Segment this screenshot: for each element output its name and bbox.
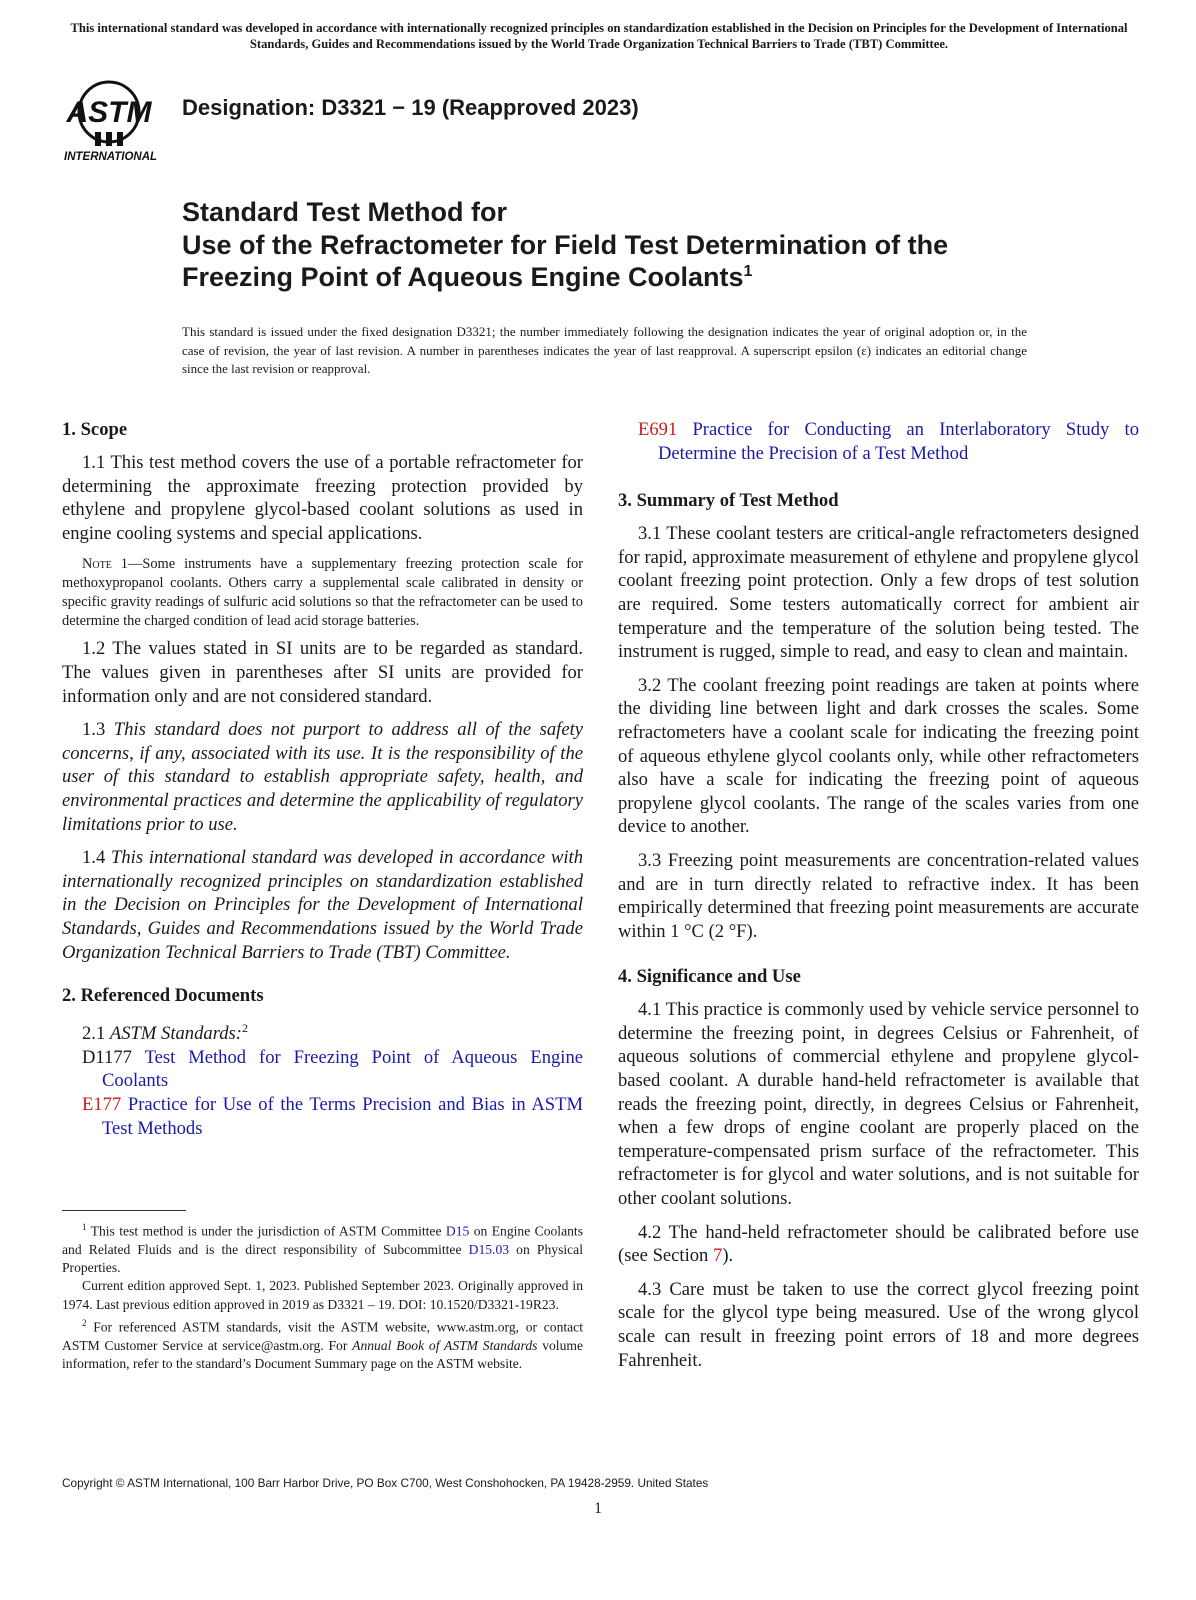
- paragraph-1-3-text: This standard does not purport to address all of the safety concerns, if any, associated with its use. It is the responsibility of the user of this standard to establish appropriate safety, health, and environmental practices and determine the applicability of regulatory limitations prior to use.: [62, 719, 583, 835]
- paragraph-1-2: 1.2 The values stated in SI units are to be regarded as standard. The values given in parentheses after SI units are provided for information only and are not considered standard.: [62, 638, 583, 707]
- astm-standards-mark: 2: [241, 1021, 248, 1036]
- astm-logo-icon: [62, 74, 168, 168]
- reference-e177[interactable]: [62, 1093, 583, 1140]
- document-title: [182, 196, 1082, 294]
- reference-code: E177: [82, 1094, 122, 1116]
- subcommittee-d15-03-link[interactable]: D15.03: [468, 1241, 510, 1257]
- astm-standards-num: 2.1: [82, 1023, 106, 1045]
- section-2-heading: 2. Referenced Documents: [62, 985, 264, 1007]
- footnote-divider: [62, 1210, 186, 1211]
- section-7-link[interactable]: 7: [713, 1245, 723, 1267]
- reference-d1177[interactable]: [62, 1046, 583, 1093]
- footnote-1: [62, 1218, 583, 1277]
- section-1-heading: 1. Scope: [62, 419, 128, 440]
- title-line-3: [182, 261, 1082, 294]
- footnote-2-text-b: volume information, refer to the standard’s Document Summary page on the ASTM website.: [62, 1337, 583, 1372]
- footnote-1-text-a: This test method is under the jurisdiction of ASTM Committee: [86, 1223, 446, 1239]
- footnote-1-text-b: on Engine Coolants and Related Fluids and is the direct responsibility of Subcommittee: [62, 1223, 583, 1257]
- footnotes: [62, 1218, 583, 1373]
- committee-d15-link[interactable]: D15: [445, 1223, 470, 1239]
- reference-code: E691: [638, 419, 678, 440]
- logo-text: ASTM: [66, 96, 152, 129]
- designation: Designation: D3321 − 19 (Reapproved 2023): [182, 95, 639, 120]
- issued-notice: This standard is issued under the fixed designation D3321; the number immediately following the designation indicates the year of original adoption or, in the case of revision, the year of last revision. A number in parentheses indicates the year of last reapproval. A superscript epsilon (ε) indicates an editorial change since the last revision or reapproval.: [182, 324, 1027, 376]
- reference-link[interactable]: Practice for Use of the Terms Precision and Bias in ASTM Test Methods: [102, 1094, 583, 1139]
- top-notice: This international standard was developed in accordance with internationally recognized principles on standardization established in the Decision on Principles for the Development of International Standards, Guides and Recommendations issued by the World Trade Organization Technical Barriers to Trade (TBT) Committee.: [70, 21, 1128, 51]
- footnote-1-mark: 1: [82, 1222, 87, 1232]
- paragraph-3-3: 3.3 Freezing point measurements are concentration-related values and are in turn directly related to refractive index. It has been empirically determined that freezing point measurements are accurate within 1 °C (2 °F).: [618, 849, 1139, 942]
- reference-code: D1177: [82, 1046, 132, 1068]
- paragraph-4-1: 4.1 This practice is commonly used by vehicle service personnel to determine the freezing point, in degrees Celsius or Fahrenheit, of aqueous solutions of commercial ethylene and propylene glycol-based coolant. A durable hand-held refractometer is available that reads the freezing point, directly, in degrees Celsius or Fahrenheit, when a few drops of engine coolant are properly placed on the temperature-compensated prism surface of the refractometer. This refractometer is for glycol and water solutions, and is not suitable for other coolant solutions.: [618, 999, 1139, 1210]
- note-1: [62, 555, 583, 631]
- reference-e691[interactable]: [618, 418, 1139, 465]
- logo-subtext: INTERNATIONAL: [64, 151, 158, 163]
- paragraph-1-4-num: 1.4: [82, 847, 106, 869]
- title-footnote-mark: 1: [743, 263, 753, 280]
- paragraph-4-3: 4.3 Care must be taken to use the correct glycol freezing point scale for the glycol type being measured. Use of the wrong glycol scale can result in freezing point errors of 18 and more degrees Fahrenheit.: [618, 1278, 1139, 1371]
- left-column: [62, 418, 583, 1140]
- paragraph-1-4-text: This international standard was developed in accordance with internationally recognized principles on standardization established in the Decision on Principles for the Development of International Standards, Guides and Recommendations issued by the World Trade Organization Technical Barriers to Trade (TBT) Committee.: [62, 847, 583, 963]
- reference-link[interactable]: Test Method for Freezing Point of Aqueous Engine Coolants: [102, 1046, 584, 1092]
- footnote-2-text-a: For referenced ASTM standards, visit the ASTM website, www.astm.org, or contact ASTM Customer Service at service@astm.org. For: [62, 1319, 583, 1353]
- section-4-heading: 4. Significance and Use: [618, 966, 801, 988]
- paragraph-1-3: [62, 718, 583, 836]
- page-number: 1: [594, 1500, 602, 1517]
- title-line-2: Use of the Refractometer for Field Test Determination of the: [182, 229, 949, 260]
- paragraph-4-2-pre: 4.2 The hand-held refractometer should be calibrated before use (see Section: [618, 1221, 1139, 1267]
- section-3-heading: 3. Summary of Test Method: [618, 490, 839, 512]
- paragraph-4-2: [618, 1221, 1139, 1268]
- note-1-label: Note 1: [82, 556, 128, 573]
- paragraph-1-3-num: 1.3: [82, 719, 106, 741]
- paragraph-3-1: 3.1 These coolant testers are critical-angle refractometers designed for rapid, approximate measurement of ethylene and propylene glycol coolant freezing point protection. Only a few drops of test solution are required. Some testers automatically correct for ambient air temperature and the temperature of the solution being tested. The instrument is rugged, simple to read, and easy to clean and maintain.: [618, 523, 1139, 663]
- footnote-2-mark: 2: [82, 1318, 87, 1329]
- paragraph-1-4: [62, 846, 583, 964]
- title-line-3-text: Freezing Point of Aqueous Engine Coolants: [182, 262, 744, 292]
- footnote-2: [62, 1314, 583, 1373]
- right-column: [618, 418, 1139, 1382]
- astm-standards-subheading: [62, 1017, 583, 1046]
- reference-link[interactable]: Practice for Conducting an Interlaboratory Study to Determine the Precision of a Test Method: [658, 419, 1139, 464]
- footnote-edition: Current edition approved Sept. 1, 2023. Published September 2023. Originally approved in 1974. Last previous edition approved in 2019 as D3321 – 19. DOI: 10.1520/D3321-19R23.: [62, 1278, 583, 1312]
- title-line-1: Standard Test Method for: [182, 197, 508, 227]
- copyright: Copyright © ASTM International, 100 Barr Harbor Drive, PO Box C700, West Conshohocken, PA 19428-2959. United States: [62, 1476, 709, 1490]
- paragraph-3-2: 3.2 The coolant freezing point readings are taken at points where the dividing line between light and dark crosses the scales. Some refractometers have a coolant scale for indicating the freezing point of aqueous ethylene glycol coolants only, while other refractometers also have a scale for indicating the freezing point of aqueous propylene glycol coolants. The range of the scales varies from one device to another.: [618, 674, 1139, 838]
- paragraph-1-1: 1.1 This test method covers the use of a portable refractometer for determining the approximate freezing protection provided by ethylene and propylene glycol-based coolant solutions as used in engine cooling systems and special applications.: [62, 452, 583, 544]
- astm-standards-title: ASTM Standards:: [109, 1023, 242, 1045]
- footnote-1-text-c: on Physical Properties.: [62, 1241, 583, 1276]
- note-1-text: —Some instruments have a supplementary freezing protection scale for methoxypropanol coolants. Others carry a supplemental scale calibrated in density or specific gravity readings of sulfuric acid solutions so that the refractometer can be used to determine the charged condition of lead acid storage batteries.: [62, 556, 584, 630]
- paragraph-4-2-post: ).: [722, 1245, 734, 1267]
- footnote-2-italic: Annual Book of ASTM Standards: [352, 1337, 538, 1353]
